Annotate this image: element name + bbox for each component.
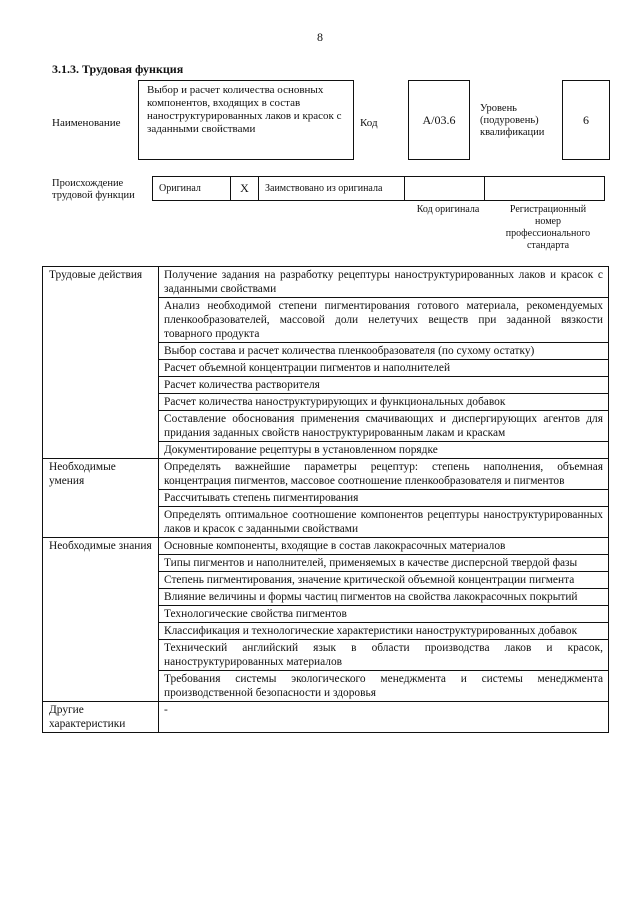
row-item: Степень пигментирования, значение критической объемной концентрации пигмента [159, 572, 609, 589]
row-item: Расчет объемной концентрации пигментов и наполнителей [159, 360, 609, 377]
row-item: Технологические свойства пигментов [159, 606, 609, 623]
row-item: Определять оптимальное соотношение компонентов рецептуры наноструктурированных лаков и красок с заданными свойствами [159, 507, 609, 538]
function-details-body [43, 267, 609, 733]
borrowed-label: Заимствовано из оригинала [259, 177, 405, 201]
row-item: Анализ необходимой степени пигментирования готового материала, рекомендуемых пленкообразователей, массовой доли нелетучих веществ при заданной вязкости товарного продукта [159, 298, 609, 343]
origin-table [152, 176, 605, 201]
level-label: Уровень (подуровень) квалификации [480, 103, 545, 138]
table-row [43, 459, 609, 490]
code-value: А/03.6 [422, 112, 456, 127]
table-row [43, 702, 609, 733]
row-item: - [159, 702, 609, 733]
row-item: Документирование рецептуры в установленном порядке [159, 442, 609, 459]
row-item: Выбор состава и расчет количества пленкообразователя (по сухому остатку) [159, 343, 609, 360]
row-item: Составление обоснования применения смачивающих и диспергирующих агентов для придания заданных свойств наноструктурированным лакам и краскам [159, 411, 609, 442]
function-details-table [42, 266, 609, 733]
row-item: Расчет количества растворителя [159, 377, 609, 394]
origin-label: Происхождение трудовой функции [52, 178, 135, 201]
section-title: 3.1.3. Трудовая функция [52, 62, 184, 76]
level-value: 6 [583, 112, 589, 127]
function-name-value: Выбор и расчет количества основных компонентов, входящих в состав наноструктурированных лаков и красок с заданными свойствами [147, 84, 342, 135]
code-label: Код [360, 117, 378, 129]
row-item: Технический английский язык в области производства лаков и красок, наноструктурированных материалов [159, 640, 609, 671]
reg-number-caption: Регистрационный номер профессионального стандарта [505, 204, 591, 251]
row-item: Типы пигментов и наполнителей, применяемых в качестве дисперсной твердой фазы [159, 555, 609, 572]
page-number: 8 [317, 30, 323, 44]
function-name-box [138, 80, 354, 160]
row-item: Определять важнейшие параметры рецептур: степень наполнения, объемная концентрация пигментов, массовое соотношение пленкообразователя и пигментов [159, 459, 609, 490]
row-item: Основные компоненты, входящие в состав лакокрасочных материалов [159, 538, 609, 555]
table-row [43, 538, 609, 555]
row-item: Расчет количества наноструктурирующих и функциональных добавок [159, 394, 609, 411]
row-category: Трудовые действия [43, 267, 159, 459]
row-category: Необходимые умения [43, 459, 159, 538]
row-item: Классификация и технологические характеристики наноструктурированных добавок [159, 623, 609, 640]
row-category: Необходимые знания [43, 538, 159, 702]
code-original-cell [405, 177, 485, 201]
row-item: Рассчитывать степень пигментирования [159, 490, 609, 507]
row-item: Требования системы экологического менеджмента и системы менеджмента производственной безопасности и здоровья [159, 671, 609, 702]
row-category: Другие характеристики [43, 702, 159, 733]
code-box [408, 80, 470, 160]
row-item: Получение задания на разработку рецептуры наноструктурированных лаков и красок с заданными свойствами [159, 267, 609, 298]
code-original-caption: Код оригинала [416, 204, 480, 215]
level-box [562, 80, 610, 160]
original-label: Оригинал [153, 177, 231, 201]
reg-number-cell [485, 177, 605, 201]
name-label: Наименование [52, 117, 121, 129]
row-item: Влияние величины и формы частиц пигментов на свойства лакокрасочных покрытий [159, 589, 609, 606]
original-mark: X [231, 177, 259, 201]
table-row [43, 267, 609, 298]
